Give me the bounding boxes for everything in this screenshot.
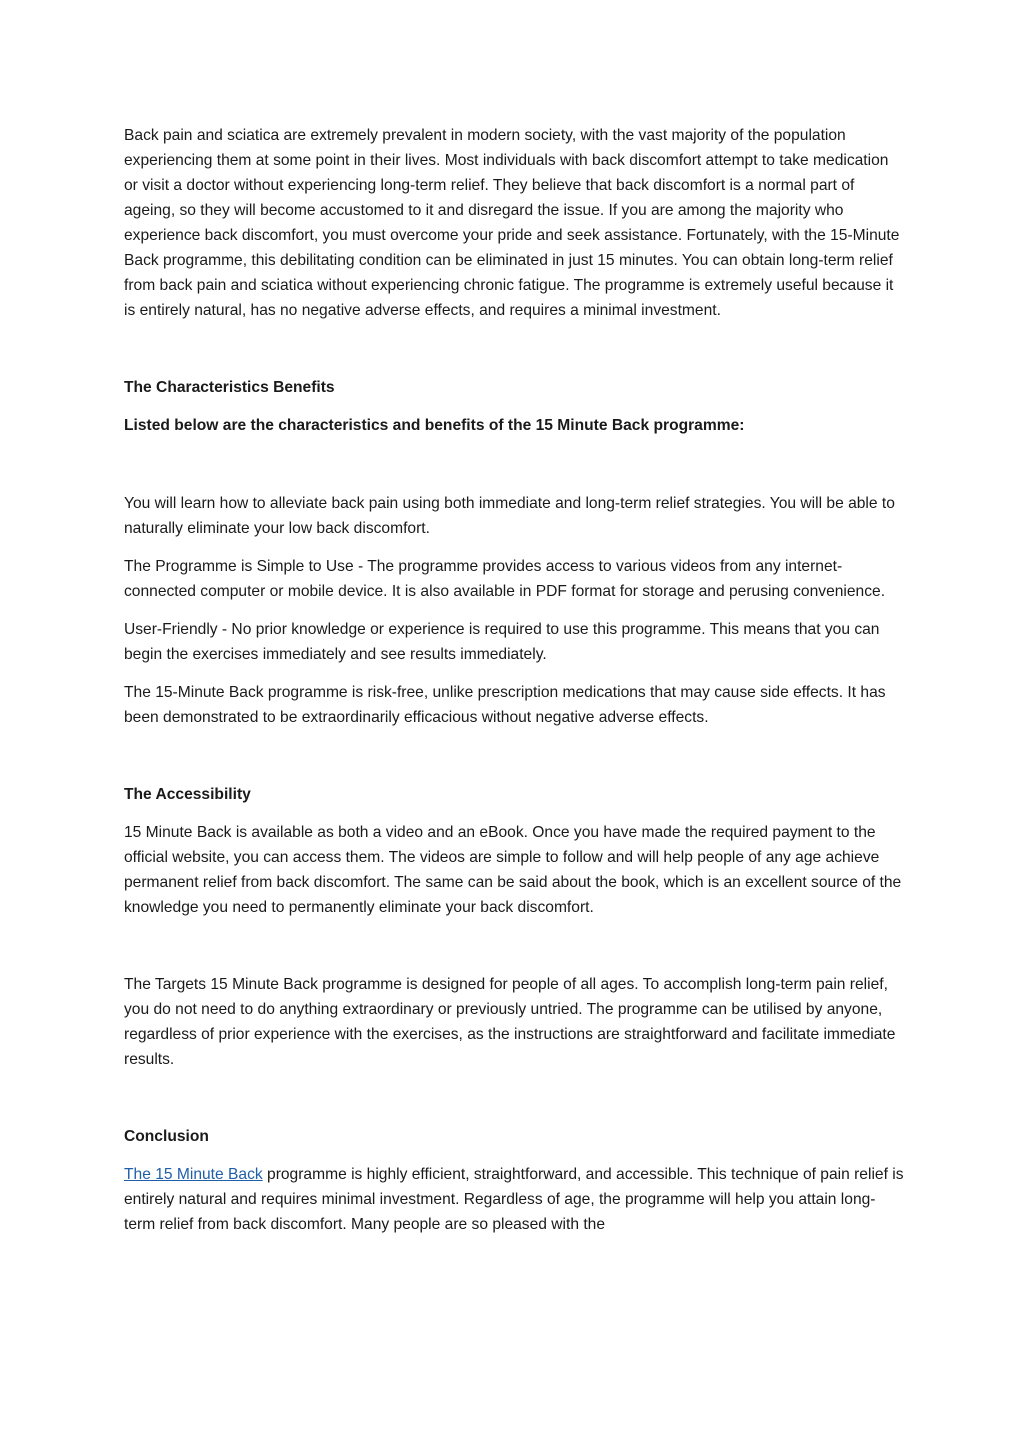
- benefit-paragraph: You will learn how to alleviate back pain using both immediate and long-term relief strategies. You will be able to naturally eliminate your low back discomfort.: [124, 495, 895, 537]
- characteristics-heading: The Characteristics Benefits: [124, 379, 335, 396]
- benefit-paragraph: The Programme is Simple to Use - The programme provides access to various videos from any internet-connected computer or mobile device. It is also available in PDF format for storage and perusing convenience.: [124, 558, 886, 600]
- accessibility-paragraph: 15 Minute Back is available as both a video and an eBook. Once you have made the required payment to the official website, you can access them. The videos are simple to follow and will help people of any age achieve permanent relief from back discomfort. The same can be said about the book, which is an excellent source of the knowledge you need to permanently eliminate your back discomfort.: [124, 824, 902, 916]
- targets-paragraph: The Targets 15 Minute Back programme is designed for people of all ages. To accomplish long-term pain relief, you do not need to do anything extraordinary or previously untried. The programme can be utilised by anyone, regardless of prior experience with the exercises, as the instructions are straightforward and facilitate immediate results.: [124, 976, 896, 1068]
- document-page: [124, 123, 904, 1237]
- conclusion-paragraph: [124, 1162, 904, 1237]
- characteristics-subheading: Listed below are the characteristics and benefits of the 15 Minute Back programme:: [124, 417, 745, 434]
- fifteen-minute-back-link[interactable]: The 15 Minute Back: [124, 1166, 263, 1183]
- benefit-paragraph: The 15-Minute Back programme is risk-free, unlike prescription medications that may cause side effects. It has been demonstrated to be extraordinarily efficacious without negative adverse effects.: [124, 684, 886, 726]
- conclusion-heading: Conclusion: [124, 1128, 209, 1145]
- conclusion-text: programme is highly efficient, straightforward, and accessible. This technique of pain relief is entirely natural and requires minimal investment. Regardless of age, the programme will help you attain long-term relief from back discomfort. Many people are so pleased with the: [124, 1166, 904, 1233]
- intro-paragraph: Back pain and sciatica are extremely prevalent in modern society, with the vast majority of the population experiencing them at some point in their lives. Most individuals with back discomfort attempt to take medication or visit a doctor without experiencing long-term relief. They believe that back discomfort is a normal part of ageing, so they will become accustomed to it and disregard the issue. If you are among the majority who experience back discomfort, you must overcome your pride and seek assistance. Fortunately, with the 15-Minute Back programme, this debilitating condition can be eliminated in just 15 minutes. You can obtain long-term relief from back pain and sciatica without experiencing chronic fatigue. The programme is extremely useful because it is entirely natural, has no negative adverse effects, and requires a minimal investment.: [124, 127, 900, 319]
- accessibility-heading: The Accessibility: [124, 786, 251, 803]
- benefit-paragraph: User-Friendly - No prior knowledge or experience is required to use this programme. This means that you can begin the exercises immediately and see results immediately.: [124, 621, 880, 663]
